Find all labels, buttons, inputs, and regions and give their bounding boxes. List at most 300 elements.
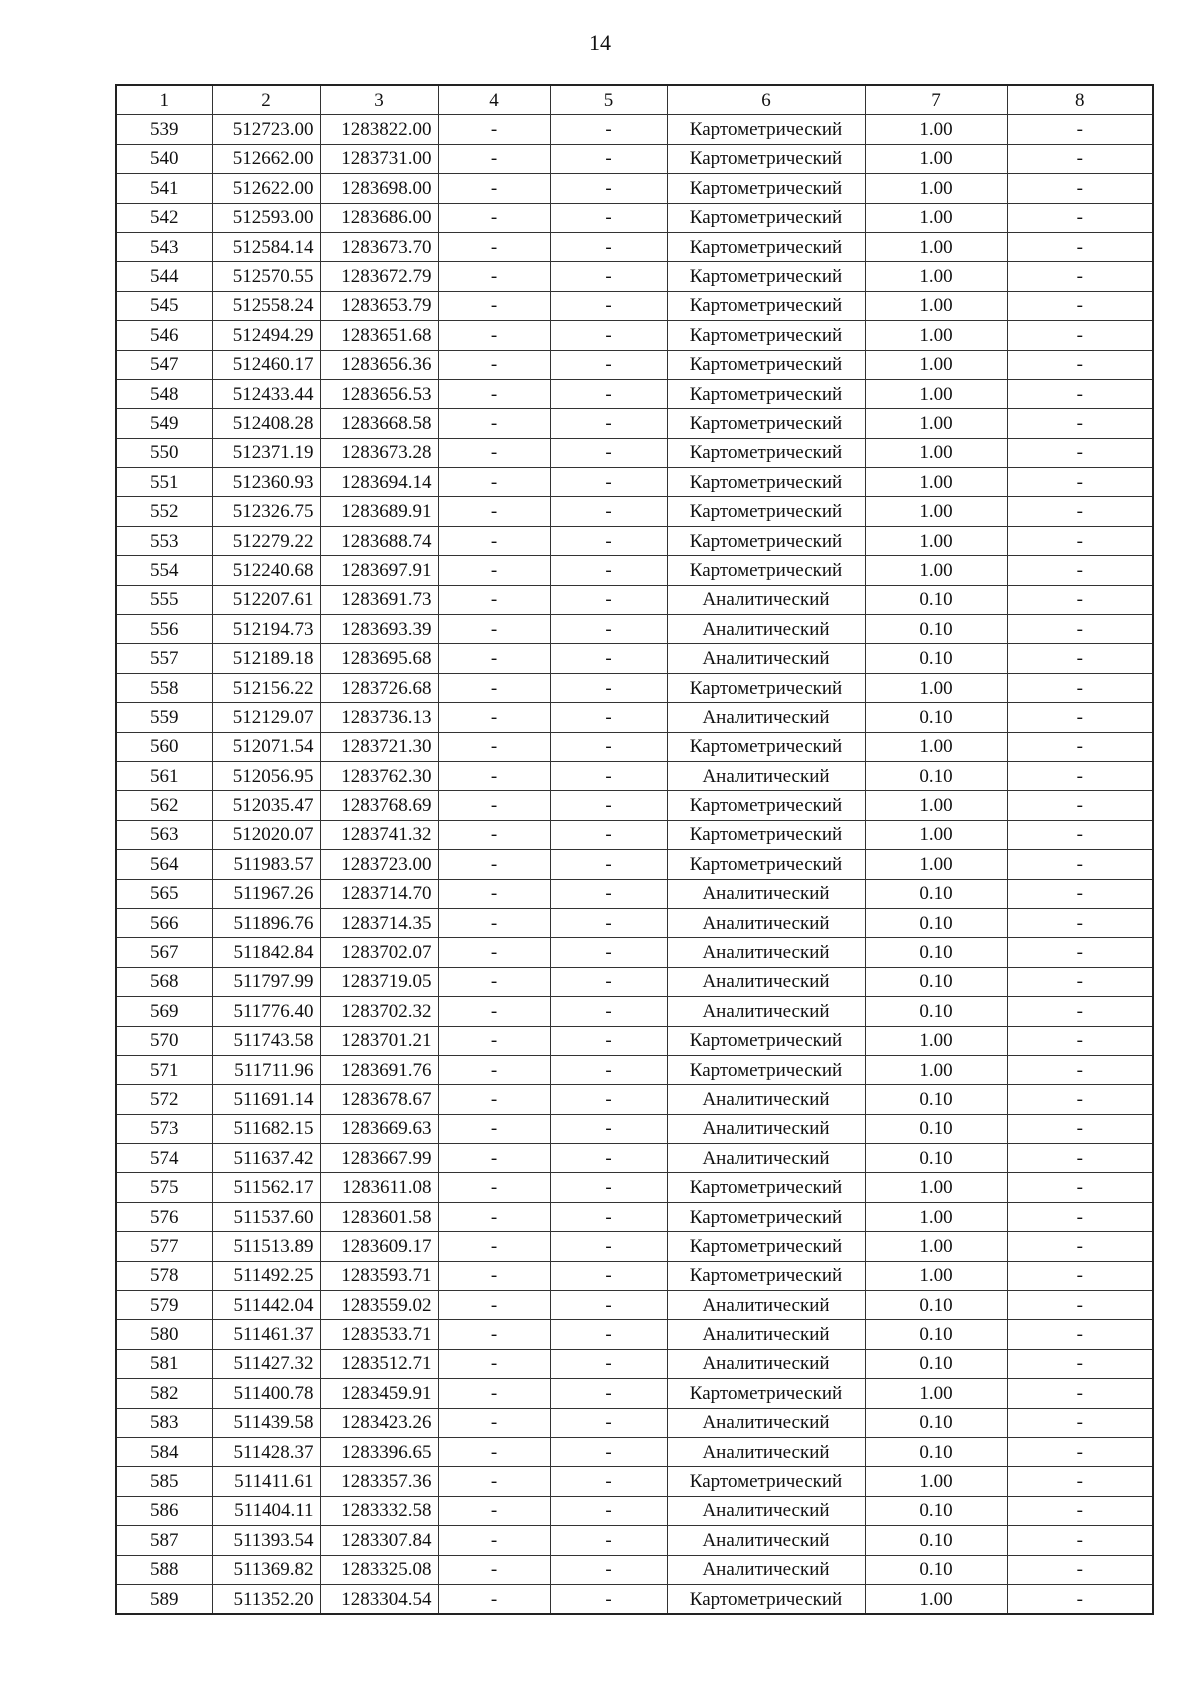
x-coordinate-cell: 511797.99 — [212, 967, 320, 996]
accuracy-cell: 0.10 — [865, 997, 1007, 1026]
method-cell: Картометрический — [667, 1173, 865, 1202]
y-coordinate-cell: 1283689.91 — [320, 497, 438, 526]
column-8-cell: - — [1007, 379, 1153, 408]
x-coordinate-cell: 512408.28 — [212, 409, 320, 438]
accuracy-cell: 1.00 — [865, 556, 1007, 585]
column-8-cell: - — [1007, 732, 1153, 761]
accuracy-cell: 0.10 — [865, 615, 1007, 644]
column-4-cell: - — [438, 938, 550, 967]
table-row — [116, 174, 1153, 203]
column-8-cell: - — [1007, 1349, 1153, 1378]
accuracy-cell: 1.00 — [865, 174, 1007, 203]
y-coordinate-cell: 1283357.36 — [320, 1467, 438, 1496]
column-5-cell: - — [550, 1526, 667, 1555]
column-8-cell: - — [1007, 761, 1153, 790]
method-cell: Аналитический — [667, 1320, 865, 1349]
column-4-cell: - — [438, 732, 550, 761]
x-coordinate-cell: 512279.22 — [212, 526, 320, 555]
column-8-cell: - — [1007, 1496, 1153, 1525]
y-coordinate-cell: 1283673.28 — [320, 438, 438, 467]
y-coordinate-cell: 1283688.74 — [320, 526, 438, 555]
point-number-cell: 554 — [116, 556, 212, 585]
point-number-cell: 549 — [116, 409, 212, 438]
accuracy-cell: 0.10 — [865, 879, 1007, 908]
table-row — [116, 791, 1153, 820]
accuracy-cell: 0.10 — [865, 644, 1007, 673]
column-8-cell: - — [1007, 1114, 1153, 1143]
x-coordinate-cell: 511352.20 — [212, 1584, 320, 1614]
table-row — [116, 1173, 1153, 1202]
column-4-cell: - — [438, 1261, 550, 1290]
column-5-cell: - — [550, 673, 667, 702]
column-5-cell: - — [550, 1173, 667, 1202]
point-number-cell: 542 — [116, 203, 212, 232]
column-5-cell: - — [550, 1496, 667, 1525]
point-number-cell: 566 — [116, 908, 212, 937]
method-cell: Аналитический — [667, 908, 865, 937]
table-row — [116, 673, 1153, 702]
x-coordinate-cell: 511562.17 — [212, 1173, 320, 1202]
column-8-cell: - — [1007, 791, 1153, 820]
table-row — [116, 350, 1153, 379]
x-coordinate-cell: 512723.00 — [212, 115, 320, 144]
method-cell: Картометрический — [667, 438, 865, 467]
accuracy-cell: 1.00 — [865, 1202, 1007, 1231]
column-4-cell: - — [438, 409, 550, 438]
accuracy-cell: 0.10 — [865, 1526, 1007, 1555]
x-coordinate-cell: 512558.24 — [212, 291, 320, 320]
column-8-cell: - — [1007, 908, 1153, 937]
column-4-cell: - — [438, 673, 550, 702]
column-8-cell: - — [1007, 1173, 1153, 1202]
x-coordinate-cell: 512360.93 — [212, 468, 320, 497]
table-row — [116, 820, 1153, 849]
column-4-cell: - — [438, 1085, 550, 1114]
column-4-cell: - — [438, 232, 550, 261]
column-8-cell: - — [1007, 1144, 1153, 1173]
x-coordinate-cell: 512584.14 — [212, 232, 320, 261]
column-4-cell: - — [438, 1437, 550, 1466]
coordinates-table — [115, 84, 1154, 1615]
column-5-cell: - — [550, 497, 667, 526]
column-8-cell: - — [1007, 615, 1153, 644]
x-coordinate-cell: 511967.26 — [212, 879, 320, 908]
accuracy-cell: 1.00 — [865, 1026, 1007, 1055]
accuracy-cell: 1.00 — [865, 1467, 1007, 1496]
table-row — [116, 997, 1153, 1026]
method-cell: Картометрический — [667, 321, 865, 350]
y-coordinate-cell: 1283694.14 — [320, 468, 438, 497]
column-4-cell: - — [438, 203, 550, 232]
accuracy-cell: 1.00 — [865, 262, 1007, 291]
method-cell: Картометрический — [667, 232, 865, 261]
accuracy-cell: 1.00 — [865, 497, 1007, 526]
table-row — [116, 879, 1153, 908]
y-coordinate-cell: 1283723.00 — [320, 850, 438, 879]
table-row — [116, 1437, 1153, 1466]
column-header: 6 — [667, 85, 865, 115]
table-row — [116, 291, 1153, 320]
column-4-cell: - — [438, 1349, 550, 1378]
x-coordinate-cell: 511439.58 — [212, 1408, 320, 1437]
point-number-cell: 561 — [116, 761, 212, 790]
column-8-cell: - — [1007, 526, 1153, 555]
method-cell: Картометрический — [667, 1584, 865, 1614]
x-coordinate-cell: 512207.61 — [212, 585, 320, 614]
point-number-cell: 568 — [116, 967, 212, 996]
y-coordinate-cell: 1283686.00 — [320, 203, 438, 232]
point-number-cell: 587 — [116, 1526, 212, 1555]
column-5-cell: - — [550, 1467, 667, 1496]
column-8-cell: - — [1007, 1584, 1153, 1614]
accuracy-cell: 0.10 — [865, 1144, 1007, 1173]
column-5-cell: - — [550, 1055, 667, 1084]
table-row — [116, 1379, 1153, 1408]
point-number-cell: 570 — [116, 1026, 212, 1055]
method-cell: Аналитический — [667, 1291, 865, 1320]
method-cell: Аналитический — [667, 1555, 865, 1584]
point-number-cell: 541 — [116, 174, 212, 203]
table-body — [116, 115, 1153, 1614]
y-coordinate-cell: 1283714.35 — [320, 908, 438, 937]
column-8-cell: - — [1007, 497, 1153, 526]
accuracy-cell: 1.00 — [865, 1055, 1007, 1084]
column-8-cell: - — [1007, 967, 1153, 996]
method-cell: Аналитический — [667, 997, 865, 1026]
accuracy-cell: 0.10 — [865, 1496, 1007, 1525]
x-coordinate-cell: 511743.58 — [212, 1026, 320, 1055]
column-4-cell: - — [438, 967, 550, 996]
table-row — [116, 1085, 1153, 1114]
table-row — [116, 468, 1153, 497]
accuracy-cell: 0.10 — [865, 1437, 1007, 1466]
point-number-cell: 540 — [116, 144, 212, 173]
method-cell: Картометрический — [667, 1261, 865, 1290]
table-row — [116, 1496, 1153, 1525]
column-5-cell: - — [550, 174, 667, 203]
table-row — [116, 438, 1153, 467]
column-5-cell: - — [550, 526, 667, 555]
accuracy-cell: 0.10 — [865, 1291, 1007, 1320]
column-8-cell: - — [1007, 585, 1153, 614]
x-coordinate-cell: 511682.15 — [212, 1114, 320, 1143]
table-row — [116, 1055, 1153, 1084]
accuracy-cell: 1.00 — [865, 291, 1007, 320]
x-coordinate-cell: 512433.44 — [212, 379, 320, 408]
table-row — [116, 938, 1153, 967]
method-cell: Картометрический — [667, 732, 865, 761]
column-5-cell: - — [550, 1555, 667, 1584]
method-cell: Картометрический — [667, 350, 865, 379]
column-4-cell: - — [438, 1584, 550, 1614]
method-cell: Картометрический — [667, 115, 865, 144]
column-5-cell: - — [550, 1320, 667, 1349]
column-5-cell: - — [550, 321, 667, 350]
method-cell: Картометрический — [667, 174, 865, 203]
column-8-cell: - — [1007, 703, 1153, 732]
table-row — [116, 497, 1153, 526]
column-5-cell: - — [550, 1437, 667, 1466]
column-8-cell: - — [1007, 1202, 1153, 1231]
page-number: 14 — [589, 30, 611, 55]
column-4-cell: - — [438, 1202, 550, 1231]
method-cell: Картометрический — [667, 497, 865, 526]
table-row — [116, 1408, 1153, 1437]
x-coordinate-cell: 512194.73 — [212, 615, 320, 644]
x-coordinate-cell: 512240.68 — [212, 556, 320, 585]
point-number-cell: 586 — [116, 1496, 212, 1525]
method-cell: Картометрический — [667, 144, 865, 173]
point-number-cell: 571 — [116, 1055, 212, 1084]
column-4-cell: - — [438, 438, 550, 467]
column-header: 2 — [212, 85, 320, 115]
column-5-cell: - — [550, 1144, 667, 1173]
point-number-cell: 545 — [116, 291, 212, 320]
accuracy-cell: 0.10 — [865, 1555, 1007, 1584]
column-5-cell: - — [550, 1408, 667, 1437]
point-number-cell: 578 — [116, 1261, 212, 1290]
accuracy-cell: 0.10 — [865, 1349, 1007, 1378]
point-number-cell: 580 — [116, 1320, 212, 1349]
column-8-cell: - — [1007, 1055, 1153, 1084]
point-number-cell: 588 — [116, 1555, 212, 1584]
point-number-cell: 556 — [116, 615, 212, 644]
column-4-cell: - — [438, 144, 550, 173]
point-number-cell: 547 — [116, 350, 212, 379]
x-coordinate-cell: 511404.11 — [212, 1496, 320, 1525]
column-5-cell: - — [550, 468, 667, 497]
x-coordinate-cell: 512035.47 — [212, 791, 320, 820]
column-8-cell: - — [1007, 1467, 1153, 1496]
accuracy-cell: 1.00 — [865, 232, 1007, 261]
column-4-cell: - — [438, 262, 550, 291]
table-row — [116, 379, 1153, 408]
column-4-cell: - — [438, 644, 550, 673]
method-cell: Аналитический — [667, 761, 865, 790]
accuracy-cell: 0.10 — [865, 703, 1007, 732]
y-coordinate-cell: 1283559.02 — [320, 1291, 438, 1320]
column-4-cell: - — [438, 497, 550, 526]
accuracy-cell: 1.00 — [865, 409, 1007, 438]
method-cell: Аналитический — [667, 967, 865, 996]
y-coordinate-cell: 1283693.39 — [320, 615, 438, 644]
column-4-cell: - — [438, 174, 550, 203]
column-5-cell: - — [550, 644, 667, 673]
column-4-cell: - — [438, 997, 550, 1026]
accuracy-cell: 1.00 — [865, 1584, 1007, 1614]
column-4-cell: - — [438, 1173, 550, 1202]
method-cell: Аналитический — [667, 879, 865, 908]
column-4-cell: - — [438, 1408, 550, 1437]
x-coordinate-cell: 512129.07 — [212, 703, 320, 732]
column-5-cell: - — [550, 1349, 667, 1378]
x-coordinate-cell: 511393.54 — [212, 1526, 320, 1555]
point-number-cell: 558 — [116, 673, 212, 702]
point-number-cell: 559 — [116, 703, 212, 732]
column-4-cell: - — [438, 1379, 550, 1408]
column-5-cell: - — [550, 262, 667, 291]
column-8-cell: - — [1007, 1026, 1153, 1055]
x-coordinate-cell: 512570.55 — [212, 262, 320, 291]
accuracy-cell: 1.00 — [865, 1232, 1007, 1261]
column-5-cell: - — [550, 1261, 667, 1290]
x-coordinate-cell: 511427.32 — [212, 1349, 320, 1378]
method-cell: Аналитический — [667, 1144, 865, 1173]
column-4-cell: - — [438, 585, 550, 614]
column-8-cell: - — [1007, 438, 1153, 467]
x-coordinate-cell: 512156.22 — [212, 673, 320, 702]
table-row — [116, 908, 1153, 937]
x-coordinate-cell: 511492.25 — [212, 1261, 320, 1290]
accuracy-cell: 1.00 — [865, 203, 1007, 232]
table-row — [116, 1026, 1153, 1055]
table-header-row — [116, 85, 1153, 115]
column-5-cell: - — [550, 1085, 667, 1114]
column-5-cell: - — [550, 879, 667, 908]
accuracy-cell: 0.10 — [865, 761, 1007, 790]
column-4-cell: - — [438, 820, 550, 849]
method-cell: Аналитический — [667, 1526, 865, 1555]
table-row — [116, 967, 1153, 996]
method-cell: Аналитический — [667, 938, 865, 967]
point-number-cell: 565 — [116, 879, 212, 908]
y-coordinate-cell: 1283332.58 — [320, 1496, 438, 1525]
point-number-cell: 582 — [116, 1379, 212, 1408]
point-number-cell: 539 — [116, 115, 212, 144]
column-4-cell: - — [438, 703, 550, 732]
column-5-cell: - — [550, 203, 667, 232]
point-number-cell: 579 — [116, 1291, 212, 1320]
x-coordinate-cell: 511461.37 — [212, 1320, 320, 1349]
accuracy-cell: 0.10 — [865, 585, 1007, 614]
accuracy-cell: 0.10 — [865, 967, 1007, 996]
point-number-cell: 575 — [116, 1173, 212, 1202]
column-5-cell: - — [550, 732, 667, 761]
column-4-cell: - — [438, 879, 550, 908]
y-coordinate-cell: 1283653.79 — [320, 291, 438, 320]
point-number-cell: 576 — [116, 1202, 212, 1231]
table-row — [116, 115, 1153, 144]
y-coordinate-cell: 1283533.71 — [320, 1320, 438, 1349]
method-cell: Картометрический — [667, 291, 865, 320]
y-coordinate-cell: 1283512.71 — [320, 1349, 438, 1378]
x-coordinate-cell: 511691.14 — [212, 1085, 320, 1114]
column-5-cell: - — [550, 1291, 667, 1320]
accuracy-cell: 0.10 — [865, 938, 1007, 967]
point-number-cell: 560 — [116, 732, 212, 761]
method-cell: Аналитический — [667, 1437, 865, 1466]
column-5-cell: - — [550, 967, 667, 996]
accuracy-cell: 1.00 — [865, 850, 1007, 879]
column-5-cell: - — [550, 350, 667, 379]
column-5-cell: - — [550, 556, 667, 585]
y-coordinate-cell: 1283601.58 — [320, 1202, 438, 1231]
column-header: 4 — [438, 85, 550, 115]
x-coordinate-cell: 512020.07 — [212, 820, 320, 849]
column-5-cell: - — [550, 1379, 667, 1408]
y-coordinate-cell: 1283726.68 — [320, 673, 438, 702]
column-header: 3 — [320, 85, 438, 115]
method-cell: Картометрический — [667, 1202, 865, 1231]
table-row — [116, 615, 1153, 644]
y-coordinate-cell: 1283714.70 — [320, 879, 438, 908]
column-4-cell: - — [438, 379, 550, 408]
column-4-cell: - — [438, 291, 550, 320]
point-number-cell: 553 — [116, 526, 212, 555]
table-row — [116, 1584, 1153, 1614]
column-5-cell: - — [550, 438, 667, 467]
column-5-cell: - — [550, 703, 667, 732]
point-number-cell: 574 — [116, 1144, 212, 1173]
column-8-cell: - — [1007, 879, 1153, 908]
accuracy-cell: 1.00 — [865, 115, 1007, 144]
point-number-cell: 562 — [116, 791, 212, 820]
column-5-cell: - — [550, 908, 667, 937]
accuracy-cell: 1.00 — [865, 438, 1007, 467]
column-5-cell: - — [550, 1584, 667, 1614]
table-row — [116, 556, 1153, 585]
accuracy-cell: 0.10 — [865, 908, 1007, 937]
table-row — [116, 761, 1153, 790]
column-8-cell: - — [1007, 1437, 1153, 1466]
x-coordinate-cell: 512662.00 — [212, 144, 320, 173]
column-5-cell: - — [550, 761, 667, 790]
x-coordinate-cell: 511400.78 — [212, 1379, 320, 1408]
y-coordinate-cell: 1283673.70 — [320, 232, 438, 261]
table-row — [116, 1320, 1153, 1349]
method-cell: Картометрический — [667, 820, 865, 849]
column-5-cell: - — [550, 291, 667, 320]
table-row — [116, 850, 1153, 879]
x-coordinate-cell: 511983.57 — [212, 850, 320, 879]
column-4-cell: - — [438, 1526, 550, 1555]
y-coordinate-cell: 1283611.08 — [320, 1173, 438, 1202]
table-row — [116, 144, 1153, 173]
method-cell: Аналитический — [667, 703, 865, 732]
point-number-cell: 585 — [116, 1467, 212, 1496]
point-number-cell: 543 — [116, 232, 212, 261]
y-coordinate-cell: 1283702.07 — [320, 938, 438, 967]
column-8-cell: - — [1007, 350, 1153, 379]
column-4-cell: - — [438, 1555, 550, 1584]
method-cell: Аналитический — [667, 1085, 865, 1114]
accuracy-cell: 1.00 — [865, 1379, 1007, 1408]
table-row — [116, 585, 1153, 614]
y-coordinate-cell: 1283656.53 — [320, 379, 438, 408]
column-8-cell: - — [1007, 468, 1153, 497]
column-4-cell: - — [438, 615, 550, 644]
y-coordinate-cell: 1283423.26 — [320, 1408, 438, 1437]
accuracy-cell: 1.00 — [865, 526, 1007, 555]
point-number-cell: 573 — [116, 1114, 212, 1143]
accuracy-cell: 1.00 — [865, 1173, 1007, 1202]
column-5-cell: - — [550, 820, 667, 849]
column-8-cell: - — [1007, 409, 1153, 438]
method-cell: Картометрический — [667, 526, 865, 555]
method-cell: Картометрический — [667, 262, 865, 291]
x-coordinate-cell: 511513.89 — [212, 1232, 320, 1261]
x-coordinate-cell: 512494.29 — [212, 321, 320, 350]
method-cell: Аналитический — [667, 615, 865, 644]
column-4-cell: - — [438, 850, 550, 879]
accuracy-cell: 1.00 — [865, 673, 1007, 702]
y-coordinate-cell: 1283304.54 — [320, 1584, 438, 1614]
method-cell: Аналитический — [667, 1408, 865, 1437]
point-number-cell: 555 — [116, 585, 212, 614]
column-8-cell: - — [1007, 203, 1153, 232]
x-coordinate-cell: 512189.18 — [212, 644, 320, 673]
table-row — [116, 1349, 1153, 1378]
